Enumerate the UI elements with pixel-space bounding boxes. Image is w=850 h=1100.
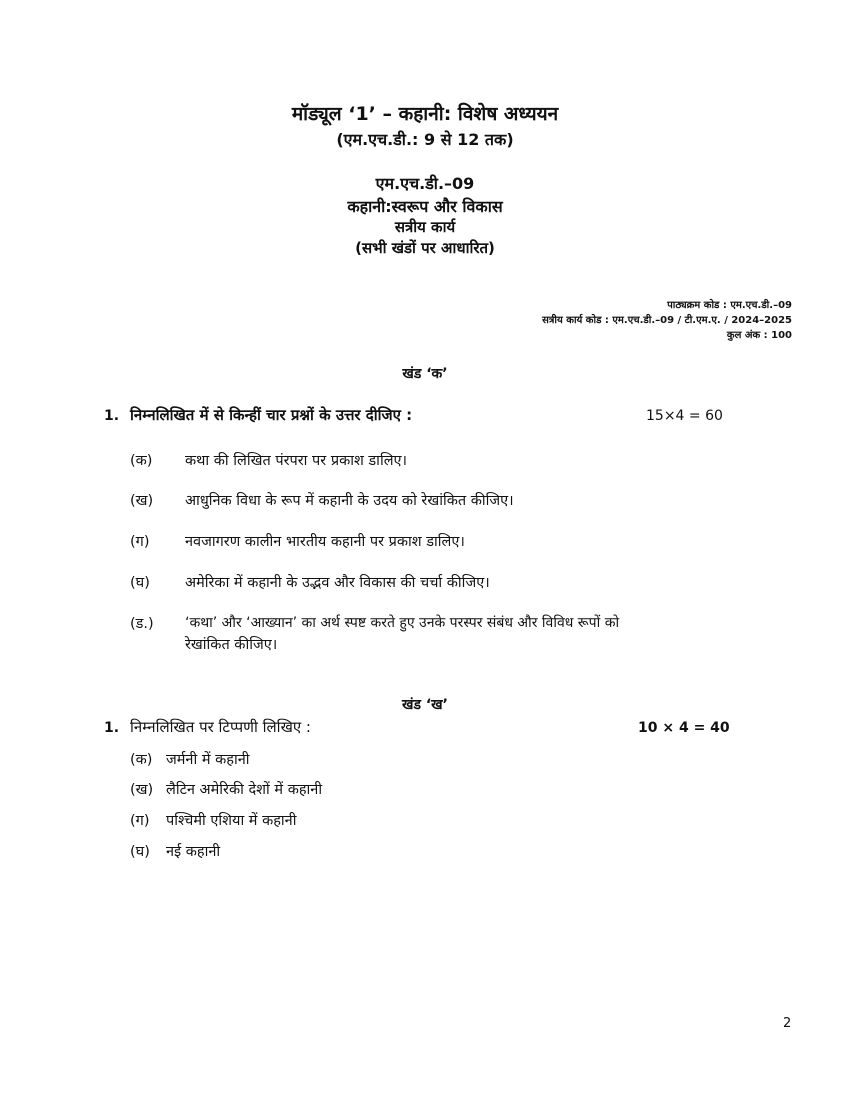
total-marks-line: कुल अंक : 100 bbox=[726, 330, 792, 341]
course-code-heading: एम.एच.डी.–09 bbox=[375, 174, 475, 193]
module-title: मॉड्यूल ‘1’ – कहानी: विशेष अध्ययन bbox=[291, 103, 559, 125]
item-label: (ख) bbox=[130, 782, 154, 798]
section-b-marks: 10 × 4 = 40 bbox=[638, 720, 730, 736]
item-label: (क) bbox=[130, 752, 153, 768]
item-text: नवजागरण कालीन भारतीय कहानी पर प्रकाश डालिए। bbox=[185, 534, 465, 550]
item-label: (ग) bbox=[130, 813, 150, 829]
list-item bbox=[130, 572, 740, 592]
assignment-label: सत्रीय कार्य bbox=[394, 218, 456, 236]
list-item bbox=[130, 779, 530, 799]
item-label: (ग) bbox=[130, 534, 150, 550]
assignment-code-line: सत्रीय कार्य कोड : एम.एच.डी.–09 / टी.एम.ए. / 2024–2025 bbox=[542, 315, 792, 326]
item-text: नई कहानी bbox=[166, 844, 221, 860]
item-text: जर्मनी में कहानी bbox=[166, 752, 250, 768]
list-item bbox=[130, 841, 530, 861]
section-a-question-number: 1. bbox=[104, 408, 120, 424]
section-a-title: खंड ‘क’ bbox=[402, 366, 448, 382]
list-item bbox=[130, 490, 740, 510]
item-text: लैटिन अमेरिकी देशों में कहानी bbox=[166, 782, 323, 798]
section-a-marks: 15×4 = 60 bbox=[646, 408, 723, 424]
item-text: कथा की लिखित पंरपरा पर प्रकाश डालिए। bbox=[185, 453, 408, 469]
list-item bbox=[130, 613, 740, 657]
item-text-continued: रेखांकित कीजिए। bbox=[185, 637, 278, 653]
meta-block bbox=[542, 298, 792, 343]
item-label: (क) bbox=[130, 453, 153, 469]
item-text: पश्चिमी एशिया में कहानी bbox=[166, 813, 297, 829]
list-item bbox=[130, 450, 740, 470]
course-title: कहानी:स्वरूप और विकास bbox=[347, 197, 503, 216]
page-number: 2 bbox=[783, 1016, 792, 1031]
item-label: (घ) bbox=[130, 844, 150, 860]
assignment-note: (सभी खंडों पर आधारित) bbox=[355, 239, 495, 257]
list-item bbox=[130, 810, 530, 830]
item-label: (ड.) bbox=[130, 616, 154, 632]
item-label: (ख) bbox=[130, 493, 154, 509]
list-item bbox=[130, 749, 530, 769]
item-text: अमेरिका में कहानी के उद्भव और विकास की चर्चा कीजिए। bbox=[185, 575, 490, 591]
section-b-title: खंड ‘ख’ bbox=[402, 697, 448, 713]
section-b-question-number: 1. bbox=[104, 720, 120, 736]
section-b-question-text: निम्नलिखित पर टिप्पणी लिखिए : bbox=[130, 718, 311, 736]
item-text: ‘कथा’ और ‘आख्यान’ का अर्थ स्पष्ट करते हुए उनके परस्पर संबंध और विविध रूपों को bbox=[185, 615, 620, 631]
item-label: (घ) bbox=[130, 575, 150, 591]
list-item bbox=[130, 531, 740, 551]
course-code-line: पाठ्यक्रम कोड : एम.एच.डी.–09 bbox=[667, 300, 792, 311]
section-a-question-text: निम्नलिखित में से किन्हीं चार प्रश्नों के उत्तर दीजिए : bbox=[130, 406, 413, 424]
item-text: आधुनिक विधा के रूप में कहानी के उदय को रेखांकित कीजिए। bbox=[185, 493, 514, 509]
module-subtitle: (एम.एच.डी.: 9 से 12 तक) bbox=[336, 130, 514, 149]
